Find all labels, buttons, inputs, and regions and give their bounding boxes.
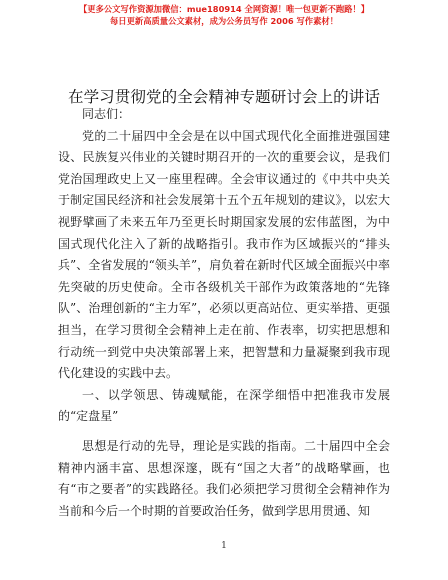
promo-banner <box>0 3 448 27</box>
paragraph: 党的二十届四中全会是在以中国式现代化全面推进强国建设、民族复兴伟业的关键时期召开的一次的重要会议，是我们党治国理政史上又一座里程碑。全会审议通过的《中共中央关于制定国民经济和社会发展第十五个五年规划的建议》，以宏大视野擘画了未来五年乃至更长时期国家发展的宏伟蓝图，为中国式现代化注入了新的战略指引。我市作为区域振兴的“排头兵”、全省发展的“领头羊”，肩负着在新时代区域全面振兴中率先突破的历史使命。全市各级机关干部作为政策落地的“先锋队”、治理创新的“主力军”，必须以更高站位、更实举措、更强担当，在学习贯彻全会精神上走在前、作表率，切实把思想和行动统一到党中央决策部署上来，把智慧和力量凝聚到我市现代化建设的实践中去。 <box>58 128 390 381</box>
section-heading: 一、以学领思、铸魂赋能，在深学细悟中把准我市发展的“定盘星” <box>58 387 390 424</box>
paragraph: 思想是行动的先导，理论是实践的指南。二十届四中全会精神内涵丰富、思想深邃，既有“国之大者”的战略擘画，也有“市之要者”的实践路径。我们必须把学习贯彻全会精神作为当前和今后一个时期的首要政治任务，做到学思用贯通、知 <box>58 438 390 518</box>
salutation: 同志们： <box>82 107 131 121</box>
promo-banner-line-1: 【更多公文写作资源加微信：mue180914 全网资源！唯一包更新不跑路！】 <box>78 4 370 14</box>
promo-banner-line-2: 每日更新高质量公文素材，成为公务员写作 2006 写作素材！ <box>110 16 338 26</box>
document-body <box>58 104 390 522</box>
page-number: 1 <box>221 541 227 551</box>
document-title: 在学习贯彻党的全会精神专题研讨会上的讲话 <box>67 88 380 106</box>
